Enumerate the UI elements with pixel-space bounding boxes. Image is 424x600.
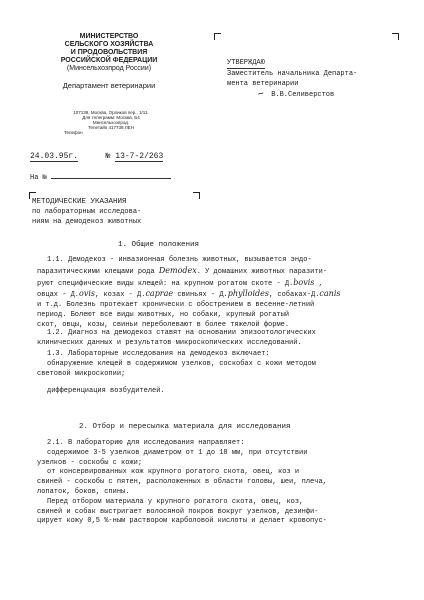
address-block — [58, 110, 164, 135]
p4-line-8: свиней и собак выстригает волосяной покров вокруг узелков, дезинфи- — [37, 507, 319, 516]
p2-line-2: клинических данных и результатов микроскопических исследований. — [37, 338, 302, 347]
p1-line-2: паразитическими клещами рода Demodex. У домашних животных паразити- — [37, 265, 327, 276]
document-reference — [30, 152, 163, 162]
p4-line-9: цирует кожу 0,5 %-ным раствором карболовой кислоты и делает кровопус- — [37, 517, 327, 526]
approval-position-1: Заместитель начальника Департа- — [227, 70, 358, 78]
number-label: № — [105, 152, 111, 161]
reply-label: На № — [30, 174, 47, 182]
ministry-line-2: СЕЛЬСКОГО ХОЗЯЙСТВА — [64, 41, 154, 48]
title-line-3: ниям на демодекоз животных — [32, 217, 142, 226]
section-1-title: 1. Общие положения — [118, 241, 200, 249]
approval-block — [227, 58, 357, 100]
p3-line-4: дифференциация возбудителей. — [47, 387, 165, 396]
document-number: 13-7-2/263 — [115, 152, 164, 161]
paragraph-1-2 — [37, 329, 316, 349]
ministry-header — [54, 33, 164, 73]
p1-line-4: овцах - Д.ovis, козах - Д.caprae свиньях - Д.phylloides, собаках-Д.canis — [37, 289, 341, 300]
approval-corner-right — [392, 33, 399, 40]
paragraph-2-1 — [37, 439, 327, 527]
p3-line-2: обнаружение клещей в содержимом узелков, соскобах с кожи методом — [47, 359, 316, 368]
p4-line-5: свиней - соскобы с пятен, расположенных в области головы, шеи, плеча, — [37, 478, 327, 487]
approval-corner-left — [214, 33, 221, 40]
address-line-2: Для телеграмм: Москва, Б4 — [82, 115, 140, 120]
p4-line-6: лопаток, боков, спины. — [37, 487, 130, 496]
document-title — [32, 198, 141, 227]
p2-line-1: 1.2. Диагноз на демодекоз ставят на основании эпизоотологических — [47, 329, 316, 337]
address-line-3: Минсельхозпрод. — [92, 120, 130, 125]
phone-label: Телефон — [64, 130, 83, 135]
ministry-line-1: МИНИСТЕРСТВО — [79, 33, 139, 40]
document-date: 24.03.95г. — [30, 152, 79, 161]
ministry-short-name: (Минсельхозпрод России) — [66, 65, 152, 72]
p1-line-1: 1.1. Демодекоз - инвазионная болезнь животных, вызывается эндо- — [47, 256, 312, 264]
p4-line-1: 2.1. В лабораторию для исследования направляет: — [47, 439, 245, 447]
ministry-line-3: И ПРОДОВОЛЬСТВИЯ — [70, 49, 148, 56]
address-line-4: Телетайп 417738 ЛЕН — [87, 125, 134, 130]
reply-reference — [30, 170, 171, 183]
paragraph-1-3 — [37, 350, 316, 397]
p1-line-5: и т.д. Болезнь протекает хронически с обострением в весенне-летний — [37, 301, 315, 310]
p3-line-1: 1.3. Лабораторные исследования на демодекоз включает: — [47, 350, 270, 358]
p1-line-6: период. Болеют все виды животных, но собаки, крупный рогатый — [37, 310, 290, 319]
paragraph-1-1 — [37, 256, 341, 331]
title-line-2: по лабораторным исследова- — [32, 207, 142, 216]
approval-title: УТВЕРЖДАЮ — [227, 59, 265, 67]
section-2-title: 2. Отбор и пересылка материала для исследования — [79, 423, 291, 431]
title-corner-right — [193, 192, 200, 199]
signature-mark: ~ — [255, 88, 266, 101]
p4-line-4: от консервированных кож крупного рогатого скота, овец, коз и — [47, 468, 300, 477]
title-line-1: МЕТОДИЧЕСКИЕ УКАЗАНИЯ — [32, 198, 127, 206]
p3-line-3: световой микроскопии; — [37, 369, 126, 378]
approval-name: В.В.Селиверстов — [271, 91, 335, 99]
approval-position-2: мента ветеринарии — [227, 80, 299, 88]
p4-line-2: содержимое 3-5 узелков диаметром от 1 до 18 мм, при отсутствии — [47, 448, 308, 457]
department-name: Департамент ветеринарии — [62, 81, 156, 90]
p1-line-3: руют специфические виды клещей: на крупном рогатом скоте - Д.bovis , — [37, 277, 323, 288]
p4-line-3: узелков - соскобы с кожи; — [37, 458, 143, 467]
p4-line-7: Перед отбором материала у крупного рогатого скота, овец, коз, — [47, 497, 304, 506]
ministry-line-4: РОССИЙСКОЙ ФЕДЕРАЦИИ — [60, 57, 158, 64]
address-line-1: 107139, Москва, Орликов пер., 1/11. — [73, 110, 149, 115]
p1-line-7: скот, овцы, козы, свиньи переболевают в более тяжелой форме. — [37, 320, 290, 329]
